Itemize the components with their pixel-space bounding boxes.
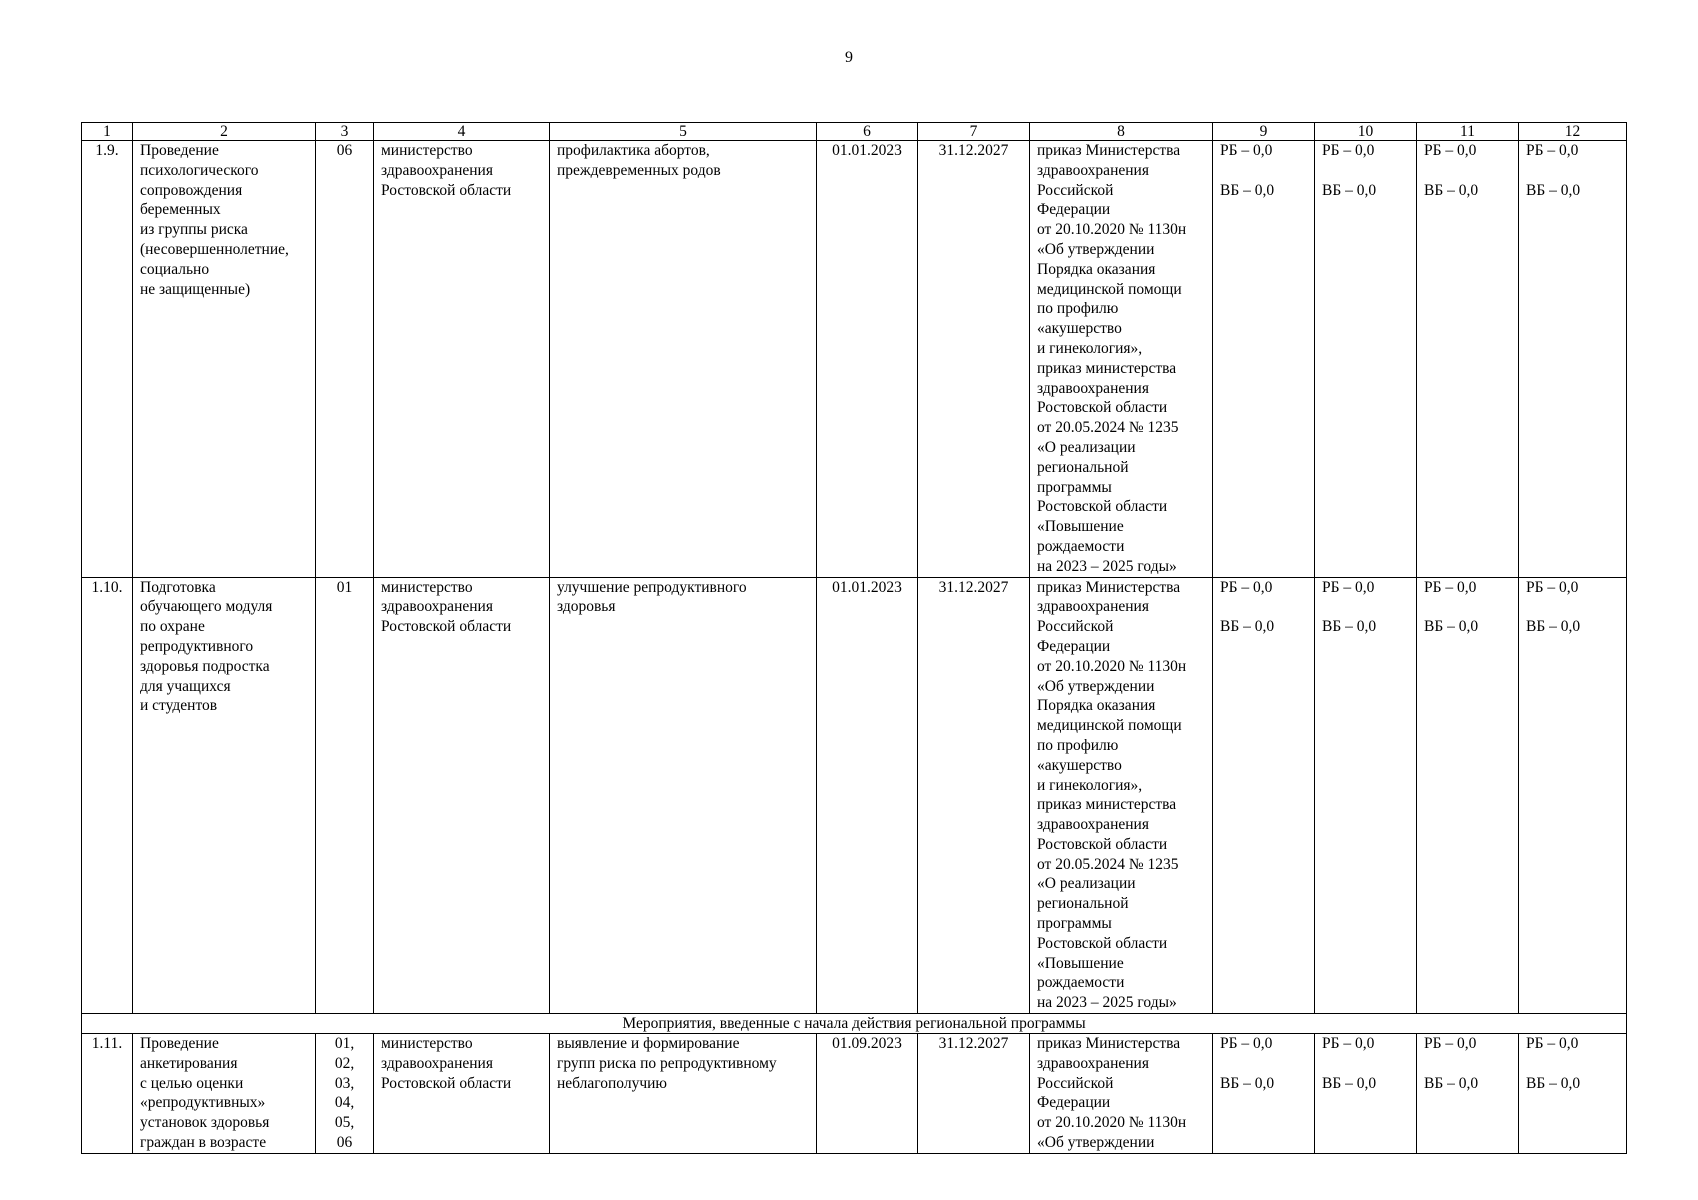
row-number: 1.11. [82, 1034, 133, 1154]
basis-text: приказ Министерства здравоохранения Российской Федерации от 20.10.2020 № 1130н «Об утверждении Порядка оказания медицинской помощи по профилю «акушерство и гинекология», приказ министерства здравоохранения Ростовской области от 20.05.2024 № 1235 «О реализации региональной программы Ростовской области «Повышение рождаемости на 2023 – 2025 годы» [1037, 142, 1187, 575]
page-number: 9 [845, 49, 853, 66]
code-text: 01 [336, 578, 353, 596]
code-cell [316, 577, 374, 1014]
funding-cell [1213, 141, 1315, 578]
funding-rb: РБ – 0,0 [1424, 1035, 1477, 1053]
basis-text: приказ Министерства здравоохранения Российской Федерации от 20.10.2020 № 1130н «Об утверждении Порядка оказания медицинской помощи по профилю «акушерство и гинекология», приказ министерства здравоохранения Ростовской области от 20.05.2024 № 1235 «О реализации региональной программы Ростовской области «Повышение рождаемости на 2023 – 2025 годы» [1037, 578, 1187, 1012]
funding-cell [1315, 577, 1417, 1014]
code-text: 01, 02, 03, 04, 05, 06 [334, 1035, 355, 1152]
funding-cell [1315, 141, 1417, 578]
funding-vb: ВБ – 0,0 [1322, 618, 1377, 636]
result-text: выявление и формирование групп риска по репродуктивному неблагополучию [557, 1035, 777, 1092]
measure-name [133, 577, 316, 1014]
executor-text: министерство здравоохранения Ростовской области [381, 1035, 512, 1092]
funding-rb: РБ – 0,0 [1220, 142, 1273, 159]
result-text: улучшение репродуктивного здоровья [557, 578, 747, 616]
column-number: 8 [1030, 123, 1213, 141]
start-date: 01.09.2023 [817, 1034, 918, 1154]
column-number: 3 [316, 123, 374, 141]
funding-cell [1213, 577, 1315, 1014]
funding-rb: РБ – 0,0 [1220, 1035, 1273, 1053]
measure-name-text: Проведение психологического сопровождения беременных из группы риска (несовершеннолетние, социально не защищенные) [140, 142, 289, 298]
funding-vb: ВБ – 0,0 [1220, 1074, 1275, 1092]
measure-name [133, 141, 316, 578]
row-number: 1.9. [82, 141, 133, 578]
column-number: 2 [133, 123, 316, 141]
funding-vb: ВБ – 0,0 [1526, 618, 1581, 636]
funding-cell [1519, 1034, 1627, 1154]
column-number: 7 [918, 123, 1030, 141]
funding-cell [1417, 1034, 1519, 1154]
result-cell [550, 577, 817, 1014]
result-cell [550, 1034, 817, 1154]
column-number: 4 [374, 123, 550, 141]
measure-name-text: Проведение анкетирования с целью оценки «репродуктивных» установок здоровья граждан в возрасте [140, 1035, 270, 1152]
funding-vb: ВБ – 0,0 [1424, 618, 1479, 636]
funding-rb: РБ – 0,0 [1424, 578, 1477, 596]
column-number-header-row [82, 123, 1627, 141]
column-number: 9 [1213, 123, 1315, 141]
funding-rb: РБ – 0,0 [1220, 578, 1273, 596]
funding-rb: РБ – 0,0 [1526, 1035, 1579, 1053]
start-date: 01.01.2023 [817, 577, 918, 1014]
table-row [82, 1034, 1627, 1154]
code-cell [316, 141, 374, 578]
executor-cell [374, 141, 550, 578]
funding-vb: ВБ – 0,0 [1526, 1074, 1581, 1092]
column-number: 1 [82, 123, 133, 141]
executor-text: министерство здравоохранения Ростовской области [381, 142, 512, 199]
executor-cell [374, 577, 550, 1014]
funding-cell [1417, 577, 1519, 1014]
funding-vb: ВБ – 0,0 [1322, 1074, 1377, 1092]
end-date: 31.12.2027 [918, 577, 1030, 1014]
funding-vb: ВБ – 0,0 [1220, 181, 1275, 199]
column-number: 11 [1417, 123, 1519, 141]
funding-cell [1213, 1034, 1315, 1154]
basis-cell [1030, 1034, 1213, 1154]
table-row [82, 577, 1627, 1014]
column-number: 10 [1315, 123, 1417, 141]
funding-vb: ВБ – 0,0 [1424, 181, 1479, 199]
measures-table [81, 122, 1627, 1154]
funding-cell [1315, 1034, 1417, 1154]
funding-vb: ВБ – 0,0 [1220, 618, 1275, 636]
code-text: 06 [336, 142, 353, 159]
funding-cell [1519, 577, 1627, 1014]
funding-vb: ВБ – 0,0 [1526, 181, 1581, 199]
funding-rb: РБ – 0,0 [1526, 578, 1579, 596]
measure-name-text: Подготовка обучающего модуля по охране репродуктивного здоровья подростка для учащихся и студентов [140, 578, 273, 715]
start-date: 01.01.2023 [817, 141, 918, 578]
end-date: 31.12.2027 [918, 141, 1030, 578]
funding-vb: ВБ – 0,0 [1424, 1074, 1479, 1092]
row-number: 1.10. [82, 577, 133, 1014]
measure-name [133, 1034, 316, 1154]
funding-rb: РБ – 0,0 [1424, 142, 1477, 159]
funding-rb: РБ – 0,0 [1322, 142, 1375, 159]
column-number: 5 [550, 123, 817, 141]
basis-cell [1030, 141, 1213, 578]
executor-text: министерство здравоохранения Ростовской области [381, 578, 512, 636]
funding-cell [1519, 141, 1627, 578]
funding-rb: РБ – 0,0 [1322, 578, 1375, 596]
funding-cell [1417, 141, 1519, 578]
executor-cell [374, 1034, 550, 1154]
column-number: 6 [817, 123, 918, 141]
section-header-row [82, 1014, 1627, 1034]
table-row [82, 141, 1627, 578]
funding-rb: РБ – 0,0 [1322, 1035, 1375, 1053]
basis-text: приказ Министерства здравоохранения Российской Федерации от 20.10.2020 № 1130н «Об утверждении [1037, 1035, 1187, 1152]
section-title: Мероприятия, введенные с начала действия региональной программы [82, 1014, 1627, 1034]
end-date: 31.12.2027 [918, 1034, 1030, 1154]
result-text: профилактика абортов, преждевременных родов [557, 142, 721, 179]
code-cell [316, 1034, 374, 1154]
funding-rb: РБ – 0,0 [1526, 142, 1579, 159]
column-number: 12 [1519, 123, 1627, 141]
result-cell [550, 141, 817, 578]
basis-cell [1030, 577, 1213, 1014]
funding-vb: ВБ – 0,0 [1322, 181, 1377, 199]
